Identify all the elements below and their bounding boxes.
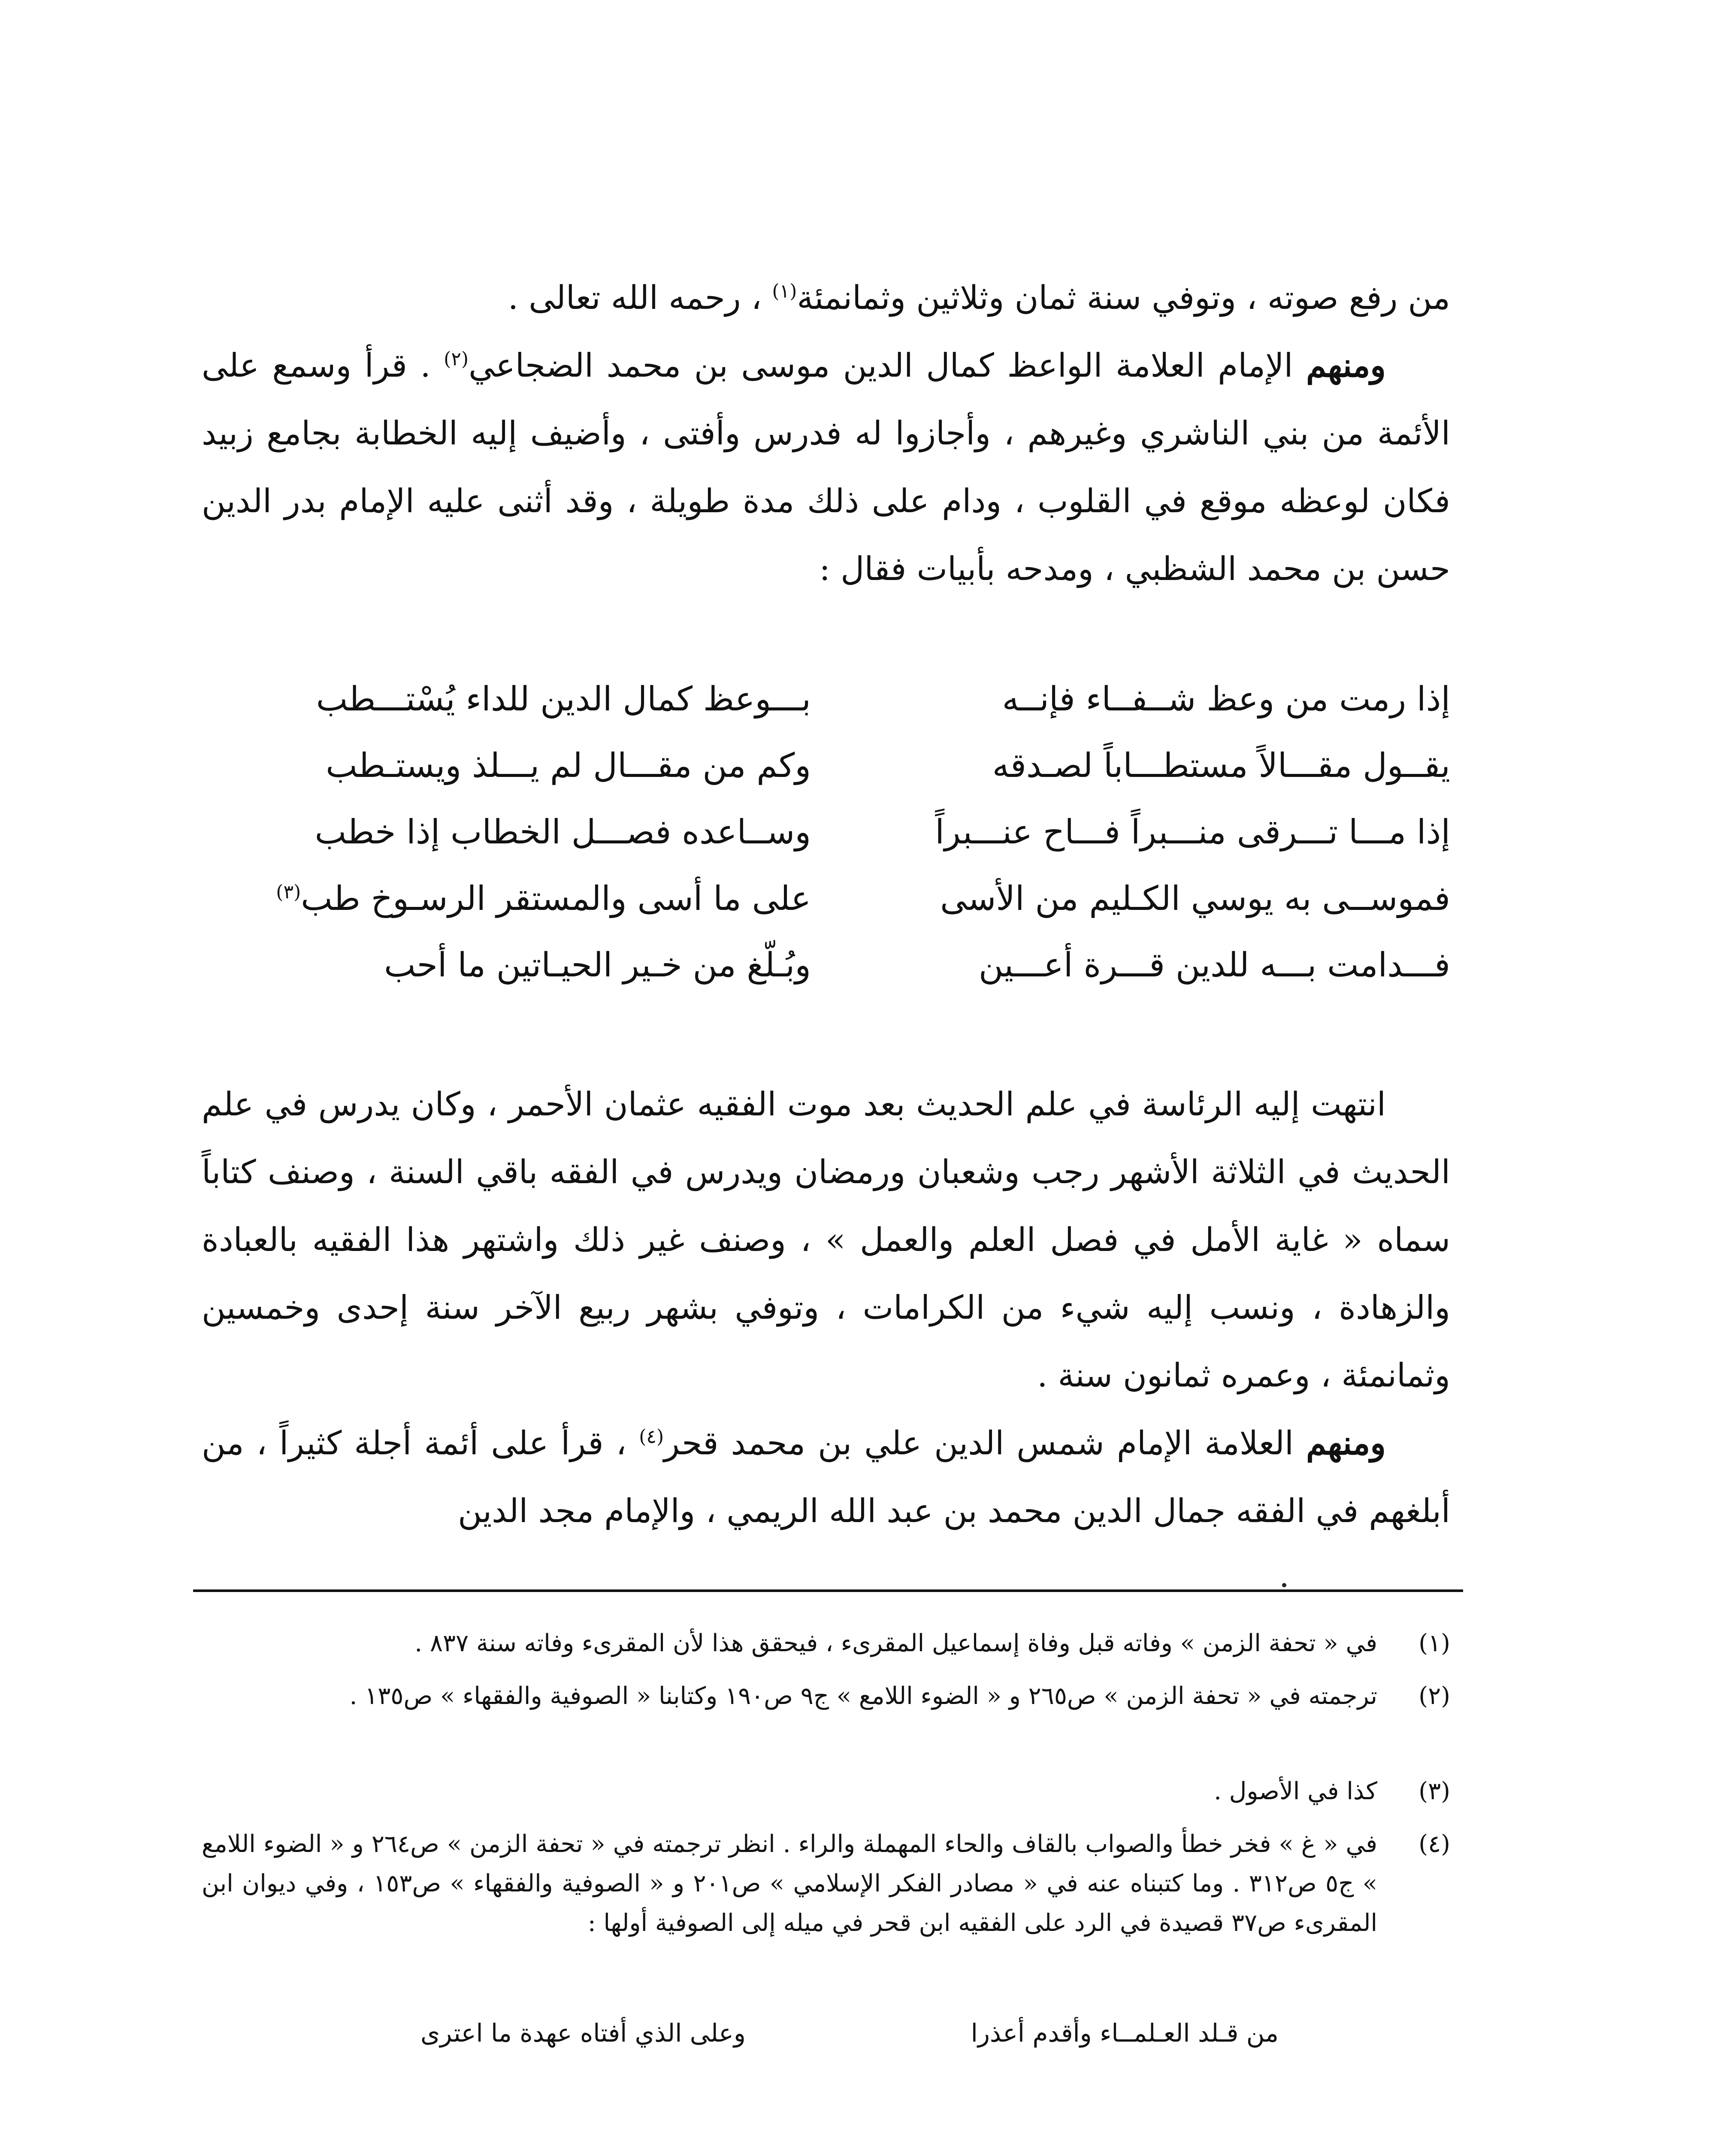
footnote-ref-1: (١) — [772, 280, 797, 302]
footnote-number: (١) — [1418, 1629, 1450, 1657]
poem-verse-1 — [202, 680, 1450, 744]
paragraph-4: ومنهم العلامة الإمام شمس الدين علي بن محمد قحر$^{(٤)}$ ، قرأ على أئمة أجلة كثيراً ، من أبلغهم في الفقه جمال الدين محمد بن عبد الله الريمي ، والإمام مجد الدين — [202, 1424, 1450, 1530]
footnote-text: في « تحفة الزمن » وفاته قبل وفاة إسماعيل المقرىء ، فيحقق هذا لأن المقرىء وفاته سنة ٨٣٧ . — [414, 1629, 1377, 1657]
footnote-number: (٢) — [1418, 1682, 1450, 1710]
footnote-ref-2: (٢) — [444, 348, 469, 370]
footnote-4 — [202, 1825, 1450, 1943]
paragraph-1: من رفع صوته ، وتوفي سنة ثمان وثلاثين وثمانمئة$^{(١)}$ ، رحمه الله تعالى . — [508, 278, 1450, 317]
verse-second-hemistich: وســاعده فصـــل الخطاب إذا خطب — [315, 813, 811, 852]
verse-first-hemistich: فموســى به يوسي الكـليم من الأسى — [940, 879, 1450, 918]
footnote-text: في « غ » فخر خطأ والصواب بالقاف والحاء المهملة والراء . انظر ترجمته في « تحفة الزمن » ص٢٦٤ و « الضوء اللامع » ج٥ ص٣١٢ . وما كتبناه عنه في « مصادر الفكر الإسلامي » ص٢٠١ و « الصوفية والفقهاء » ص١٥٣ ، وفي ديوان ابن المقرىء ص٣٧ قصيدة في الرد على الفقيه ابن قحر في ميله إلى الصوفية أولها : — [202, 1830, 1378, 1937]
footnote-ref-3: (٣) — [276, 881, 301, 903]
verse-second-hemistich: وكم من مقـــال لم يـــلذ ويستـطب — [326, 746, 811, 785]
footnote-separator — [193, 1589, 1463, 1592]
footnote-1 — [202, 1624, 1450, 1663]
footnote-verse-first: من قـلد العـلمــاء وأقدم أعذرا — [971, 2018, 1279, 2048]
ink-speck — [1282, 1583, 1286, 1587]
body-text-bottom — [202, 1070, 1450, 1545]
footnote-text: ترجمته في « تحفة الزمن » ص٢٦٥ و « الضوء اللامع » ج٩ ص١٩٠ وكتابنا « الصوفية والفقهاء » ص١٣٥ . — [349, 1682, 1377, 1710]
verse-first-hemistich: يقــول مقـــالاً مستطـــاباً لصـدقه — [992, 746, 1450, 785]
verse-first-hemistich: فـــدامت بـــه للدين قـــرة أعـــين — [978, 946, 1450, 985]
verse-second-hemistich: على ما أسى والمستقر الرسـوخ طب$^{(٣)}$ — [276, 879, 811, 918]
verse-first-hemistich: إذا مـــا تـــرقى منـــبراً فـــاح عنـــبراً — [935, 813, 1450, 852]
verse-second-hemistich: وبُـلّغ من خـير الحيـاتين ما أحب — [384, 946, 811, 985]
footnote-text: كذا في الأصول . — [1214, 1777, 1377, 1805]
footnote-verse — [202, 2018, 1450, 2061]
footnote-number: (٤) — [1418, 1830, 1450, 1858]
poem-verse-4 — [202, 879, 1450, 944]
footnote-verse-second: وعلى الذي أفتاه عهدة ما اعترى — [420, 2018, 746, 2048]
paragraph-2: ومنهم الإمام العلامة الواعظ كمال الدين موسى بن محمد الضجاعي$^{(٢)}$ . قرأ وسمع على الأئمة من بني الناشري وغيرهم ، وأجازوا له فدرس وأفتى ، وأضيف إليه الخطابة بجامع زبيد فكان لوعظه موقع في القلوب ، ودام على ذلك مدة طويلة ، وقد أثنى عليه الإمام بدر الدين حسن بن محمد الشظبي ، ومدحه بأبيات فقال : — [202, 346, 1450, 588]
paragraph-3: انتهت إليه الرئاسة في علم الحديث بعد موت الفقيه عثمان الأحمر ، وكان يدرس في علم الحديث في الثلاثة الأشهر رجب وشعبان ورمضان ويدرس في الفقه باقي السنة ، وصنف كتاباً سماه « غاية الأمل في فصل العلم والعمل » ، وصنف غير ذلك واشتهر هذا الفقيه بالعبادة والزهادة ، ونسب إليه شيء من الكرامات ، وتوفي بشهر ربيع الآخر سنة إحدى وخمسين وثمانمئة ، وعمره ثمانون سنة . — [202, 1085, 1450, 1394]
poem-verse-2 — [202, 746, 1450, 811]
poem-verse-5 — [202, 946, 1450, 1010]
footnote-ref-4: (٤) — [639, 1426, 664, 1448]
footnote-number: (٣) — [1418, 1777, 1450, 1805]
footnote-2 — [202, 1677, 1450, 1716]
footnote-3 — [202, 1772, 1450, 1811]
poem-verse-3 — [202, 813, 1450, 877]
body-text-top — [202, 264, 1450, 603]
verse-first-hemistich: إذا رمت من وعظ شــفــاء فإنــه — [1002, 680, 1450, 719]
verse-second-hemistich: بـــوعظ كمال الدين للداء يُسْتـــطب — [316, 680, 811, 719]
